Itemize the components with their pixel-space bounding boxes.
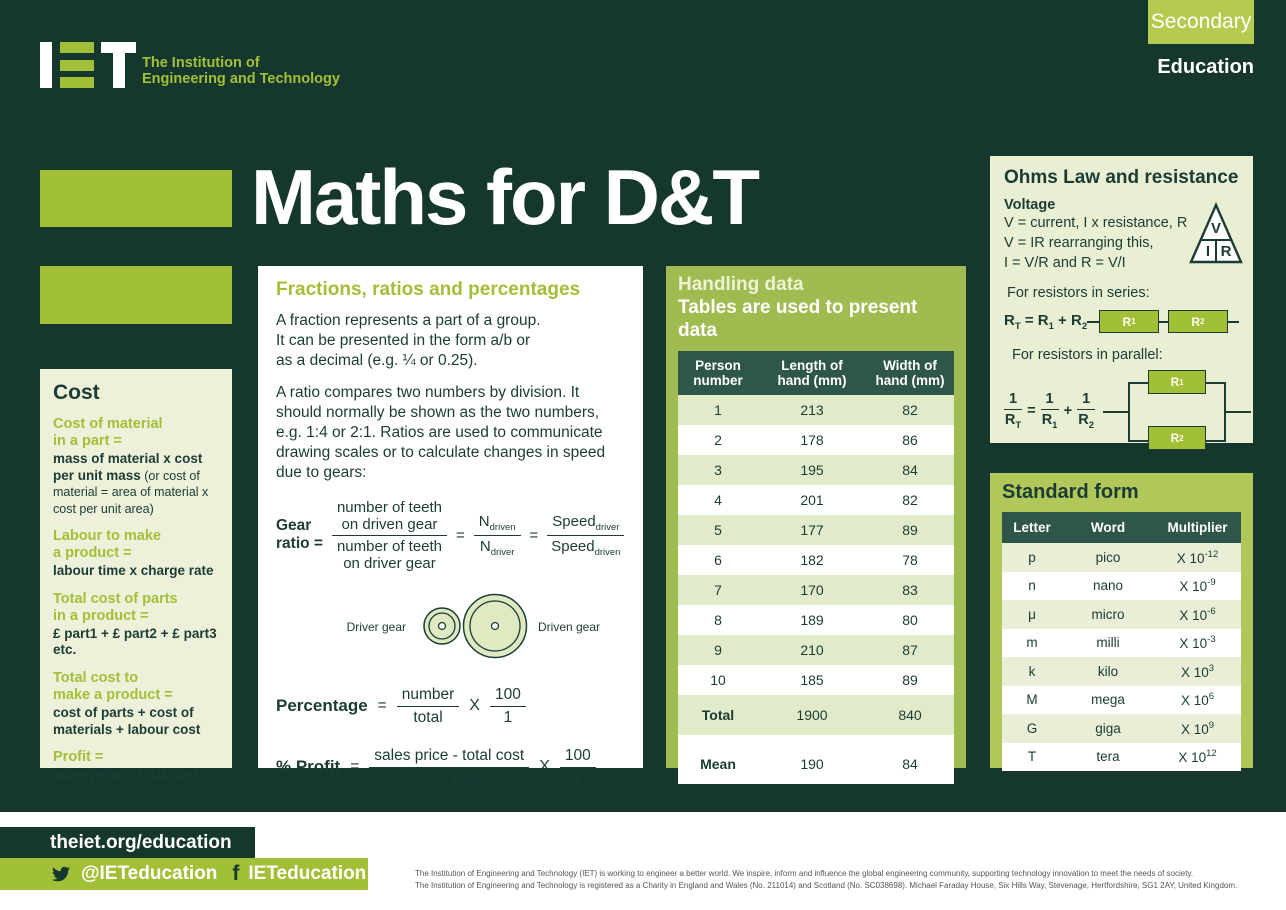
table-cell: milli [1096, 635, 1120, 651]
page-title: Maths for D&T [251, 153, 758, 241]
accent-rectangle [40, 266, 232, 324]
table-cell: 84 [902, 756, 918, 773]
multiplier-exponent: -6 [1207, 605, 1216, 617]
speed-fraction [547, 513, 624, 558]
accent-rectangle [40, 170, 232, 227]
plus-sign: + [1063, 403, 1073, 419]
iet-logo-icon [40, 42, 136, 88]
table-cell [1154, 606, 1241, 623]
column-header: Letter [1013, 520, 1051, 535]
logo-e-bar [60, 42, 94, 53]
table-cell: 840 [898, 707, 922, 724]
table-row [1002, 629, 1241, 658]
table-cell: 89 [902, 522, 918, 539]
voltage-line: V = current, I x resistance, R [1004, 215, 1188, 231]
percentage-formula [276, 686, 625, 727]
fraction-denominator: number of teeth [336, 537, 443, 555]
fraction-numerator: 100 [490, 686, 526, 707]
fraction-denominator: 1 [573, 769, 583, 787]
social-media-bar [0, 858, 368, 890]
handling-data-panel [666, 266, 966, 773]
multiplier-exponent: -9 [1207, 577, 1216, 589]
table-cell: 82 [902, 492, 918, 509]
table-cell: nano [1092, 578, 1124, 594]
standard-form-panel [990, 473, 1253, 768]
cost-item-heading: Total cost to [53, 669, 139, 686]
fraction-denominator: 1 [503, 708, 513, 726]
n-fraction [474, 513, 521, 558]
multiply-sign: X [539, 758, 550, 776]
table-row [678, 665, 954, 695]
cost-item-formula: mass of material x cost per unit mass [53, 451, 203, 483]
table-cell: 170 [800, 582, 824, 599]
paragraph-line: It can be presented in the form a/b or [276, 331, 531, 349]
subscript: 2 [1200, 317, 1205, 326]
table-cell: 87 [902, 642, 918, 659]
multiplier-exponent: -12 [1204, 548, 1219, 560]
gear-ratio-label: ratio = [276, 535, 323, 553]
symbol: R [1004, 412, 1016, 428]
table-cell: 213 [800, 402, 824, 419]
voltage-line: I = V/R and R = V/I [1004, 255, 1126, 271]
tagline-line2: Engineering and Technology [142, 70, 340, 87]
multiplier-exponent: 6 [1208, 691, 1215, 703]
cost-item-heading: a product = [53, 545, 132, 562]
logo-tagline [142, 56, 340, 88]
subscript: driver [490, 546, 515, 558]
gear-ratio-formula [276, 499, 625, 572]
secondary-badge: Secondary [1148, 0, 1254, 44]
table-row [678, 395, 954, 425]
hand-data-table [678, 351, 954, 784]
facebook-icon: f [232, 862, 240, 885]
table-cell [1154, 634, 1241, 651]
fraction-denominator: total [413, 708, 443, 726]
equals-sign: = [377, 697, 387, 715]
table-cell: 195 [800, 462, 824, 479]
table-cell [1154, 577, 1241, 594]
symbol: N [478, 512, 490, 530]
table-cell: 89 [902, 672, 918, 689]
resistor-r1-box [1148, 370, 1206, 394]
cost-item-heading: Cost of material [53, 416, 163, 432]
subscript: 2 [1088, 420, 1095, 431]
multiplier-base: X 10 [1176, 550, 1205, 566]
table-cell: kilo [1097, 663, 1119, 679]
website-url: theiet.org/education [50, 831, 232, 853]
table-cell: 83 [902, 582, 918, 599]
website-url-bar [0, 827, 255, 858]
cost-item-heading: in a product = [53, 607, 149, 624]
table-row [1002, 743, 1241, 772]
triangle-r-label: R [1220, 243, 1232, 260]
table-header-row [1002, 512, 1241, 543]
table-cell: 190 [800, 756, 824, 773]
multiplier-exponent: 9 [1208, 719, 1215, 731]
resistor-r2-box [1148, 426, 1206, 450]
twitter-handle: @IETeducation [81, 863, 218, 884]
table-cell [1154, 691, 1241, 708]
table-cell: Total [701, 707, 735, 724]
parallel-label: For resistors in parallel: [1012, 347, 1163, 363]
fraction-numerator: 1 [1041, 391, 1059, 410]
table-cell: T [1027, 749, 1037, 765]
table-cell: 9 [714, 642, 722, 659]
table-cell: 7 [714, 582, 722, 599]
multiplier-base: X 10 [1179, 607, 1208, 623]
multiplier-exponent: -3 [1207, 634, 1216, 646]
formula-part: + R [1053, 311, 1082, 329]
table-cell: 185 [800, 672, 824, 689]
table-cell: Mean [700, 756, 736, 773]
table-cell: 8 [714, 612, 722, 629]
cost-item-heading: Labour to make [53, 528, 161, 545]
cost-item [53, 670, 220, 738]
teeth-fraction [332, 499, 447, 572]
table-cell: 2 [714, 432, 722, 449]
equals-sign: = [350, 758, 360, 776]
gear-diagram [276, 584, 625, 668]
parallel-resistor-diagram [1004, 369, 1239, 453]
subscript: driven [489, 521, 516, 533]
table-cell: 10 [710, 672, 726, 689]
cost-item-formula: sales price – total cost [53, 767, 198, 783]
ohms-law-title: Ohms Law and resistance [1004, 167, 1239, 188]
table-row [1002, 600, 1241, 629]
cost-item [53, 749, 220, 784]
table-cell: 84 [902, 462, 918, 479]
fine-print-line: The Institution of Engineering and Technology is registered as a Charity in England and Wales (No. 211014) and Scotland (No. SC038698). Michael Faraday House, Six Hills Way, Stevenage, Hertfordshire, SG1 2AY, United Kingdom. [415, 881, 1238, 890]
table-cell: giga [1095, 720, 1121, 736]
table-total-row [678, 695, 954, 735]
table-row [1002, 572, 1241, 601]
standard-form-table [1002, 512, 1241, 771]
column-header: Person number [693, 358, 743, 389]
table-cell: 80 [902, 612, 918, 629]
fraction-denominator: sales price [412, 769, 487, 787]
gear-ratio-label: Gear [276, 517, 312, 535]
logo-e-bar [60, 60, 94, 71]
cost-item-heading: in a part = [53, 433, 122, 450]
table-cell: 78 [902, 552, 918, 569]
fraction-numerator: 100 [560, 747, 596, 768]
column-header: Length of hand (mm) [777, 358, 847, 389]
table-cell: n [1028, 578, 1036, 594]
cost-title: Cost [53, 381, 100, 404]
table-cell: 1900 [796, 707, 828, 724]
subscript: T [1015, 420, 1022, 431]
fraction-numerator: number of teeth [336, 498, 443, 516]
tagline-line1: The Institution of [142, 55, 260, 71]
symbol: N [479, 537, 491, 555]
cost-item [53, 416, 220, 517]
symbol: R [1041, 412, 1053, 428]
subscript: 2 [1081, 320, 1088, 332]
subscript: 2 [1179, 433, 1184, 443]
driven-gear-label: Driven gear [538, 619, 601, 634]
subscript: 1 [1048, 320, 1054, 332]
education-label: Education [1157, 56, 1254, 78]
table-cell: k [1028, 663, 1036, 679]
equals-sign: = [456, 526, 465, 544]
subscript: 1 [1179, 377, 1184, 387]
fractions-panel [258, 266, 643, 787]
table-cell [1154, 549, 1241, 566]
table-row [678, 545, 954, 575]
subscript: T [1014, 320, 1021, 332]
fraction-numerator: number [397, 686, 460, 707]
standard-form-title: Standard form [1002, 481, 1139, 503]
table-cell: pico [1095, 549, 1121, 565]
voltage-heading: Voltage [1004, 197, 1056, 213]
series-resistor-diagram [1004, 310, 1239, 333]
table-row [678, 455, 954, 485]
percentage-label: Percentage [276, 696, 368, 716]
triangle-v-label: V [1210, 220, 1222, 237]
fraction-denominator: on driver gear [343, 554, 436, 572]
cost-item-formula: labour time x charge rate [53, 563, 214, 579]
table-cell [1154, 748, 1241, 765]
table-row [1002, 543, 1241, 572]
twitter-icon [50, 865, 72, 883]
multiply-sign: X [469, 697, 480, 715]
paragraph-line: A fraction represents a part of a group. [276, 312, 541, 329]
multiplier-base: X 10 [1180, 693, 1209, 709]
legal-fine-print [415, 868, 1280, 892]
gears-icon [412, 586, 532, 666]
ohms-law-panel [990, 156, 1253, 443]
column-header: Word [1090, 520, 1126, 535]
table-cell: 4 [714, 492, 722, 509]
resistor-label: R [1122, 314, 1132, 329]
table-cell: 1 [714, 402, 722, 419]
cost-item-formula: £ part1 + £ part2 + £ part3 etc. [53, 626, 217, 658]
table-cell: p [1028, 549, 1036, 565]
multiplier-exponent: 12 [1206, 748, 1217, 760]
table-cell: 5 [714, 522, 722, 539]
logo-e-bar [60, 77, 94, 88]
fraction-numerator: sales price - total cost [369, 747, 529, 768]
resistor-r2-box [1168, 310, 1227, 333]
symbol: Speed [551, 537, 595, 555]
formula-part: R [1004, 311, 1015, 329]
table-cell: 82 [902, 402, 918, 419]
equals-sign: = [529, 526, 539, 544]
cost-item-formula: cost of parts + cost of materials + labour cost [53, 705, 201, 737]
column-header: Multiplier [1167, 520, 1228, 535]
wire-line [1159, 321, 1168, 323]
table-mean-row [678, 744, 954, 784]
fine-print-line: The Institution of Engineering and Technology (IET) is working to engineer a better world. We inspire, inform and influence the global engineering community, supporting technology innovation to meet the needs of society. [415, 869, 1194, 878]
paragraph-line: as a decimal (e.g. ¼ or 0.25). [276, 351, 478, 369]
cost-item [53, 528, 220, 580]
wire-line [1228, 321, 1239, 323]
table-cell: 201 [800, 492, 824, 509]
table-cell: micro [1091, 606, 1125, 622]
table-row [678, 575, 954, 605]
subscript: driven [594, 546, 621, 558]
subscript: driver [595, 521, 620, 533]
table-cell: 182 [800, 552, 824, 569]
cost-item [53, 591, 220, 659]
cost-item-heading: make a product = [53, 687, 173, 704]
table-cell: m [1026, 635, 1038, 651]
symbol: R [1078, 412, 1089, 428]
table-row [678, 635, 954, 665]
wire-line [1087, 321, 1099, 323]
subscript: 1 [1131, 317, 1136, 326]
cost-panel [40, 369, 232, 783]
table-cell: 178 [800, 432, 824, 449]
table-cell: 210 [800, 642, 824, 659]
multiplier-base: X 10 [1180, 721, 1209, 737]
symbol: Speed [552, 512, 596, 530]
fractions-title: Fractions, ratios and percentages [276, 279, 581, 300]
table-cell: mega [1091, 692, 1125, 708]
profit-label: % Profit [276, 757, 341, 777]
table-cell [1154, 663, 1241, 680]
profit-formula [276, 747, 625, 788]
cost-item-note: (or cost of material = area of material x cost per unit area) [53, 468, 209, 516]
triangle-i-label: I [1205, 243, 1211, 260]
subscript: 1 [1052, 420, 1058, 431]
multiplier-base: X 10 [1179, 579, 1208, 595]
multiplier-base: X 10 [1178, 750, 1207, 766]
resistor-label: R [1170, 375, 1180, 389]
driver-gear-label: Driver gear [346, 619, 406, 634]
cost-item-heading: Profit = [53, 749, 104, 766]
series-label: For resistors in series: [1007, 285, 1150, 301]
table-row [1002, 714, 1241, 743]
table-cell [1154, 720, 1241, 737]
ratio-paragraph: A ratio compares two numbers by division. It should normally be shown as the two numbers, e.g. 1:4 or 2:1. Ratios are used to communicate drawing scales or to calculate changes in speed due to gears: [276, 384, 606, 481]
table-row [678, 425, 954, 455]
fraction-numerator: 1 [1004, 391, 1022, 410]
logo-letter-i [40, 42, 52, 88]
table-cell: 3 [714, 462, 722, 479]
table-row [678, 485, 954, 515]
handling-data-title: Handling data [678, 274, 804, 295]
table-row [678, 605, 954, 635]
table-spacer [678, 735, 954, 744]
table-header-row [678, 351, 954, 395]
formula-part: = R [1020, 311, 1049, 329]
table-cell: G [1026, 720, 1038, 736]
vir-triangle-icon [1188, 202, 1244, 266]
table-cell: μ [1028, 606, 1036, 622]
fraction-numerator: 1 [1077, 391, 1095, 410]
fraction-paragraph [276, 311, 625, 370]
table-cell: 86 [902, 432, 918, 449]
equals-sign: = [1027, 403, 1036, 419]
table-row [678, 515, 954, 545]
fraction-numerator: on driven gear [341, 515, 438, 533]
resistor-label: R [1191, 314, 1201, 329]
multiplier-exponent: 3 [1208, 662, 1215, 674]
facebook-handle: IETeducation [248, 863, 367, 884]
voltage-line: V = IR rearranging this, [1004, 235, 1154, 251]
table-cell: 177 [800, 522, 824, 539]
column-header: Width of hand (mm) [875, 358, 945, 389]
logo-letter-t [113, 42, 125, 88]
resistor-label: R [1170, 431, 1180, 445]
table-cell: M [1026, 692, 1038, 708]
multiplier-base: X 10 [1179, 636, 1208, 652]
cost-item-heading: Total cost of parts [53, 590, 178, 607]
multiplier-base: X 10 [1180, 664, 1209, 680]
table-cell: tera [1096, 749, 1120, 765]
table-cell: 189 [800, 612, 824, 629]
table-cell: 6 [714, 552, 722, 569]
table-row [1002, 657, 1241, 686]
table-row [1002, 686, 1241, 715]
resistor-r1-box [1099, 310, 1158, 333]
handling-data-subtitle: Tables are used to present data [678, 296, 918, 341]
